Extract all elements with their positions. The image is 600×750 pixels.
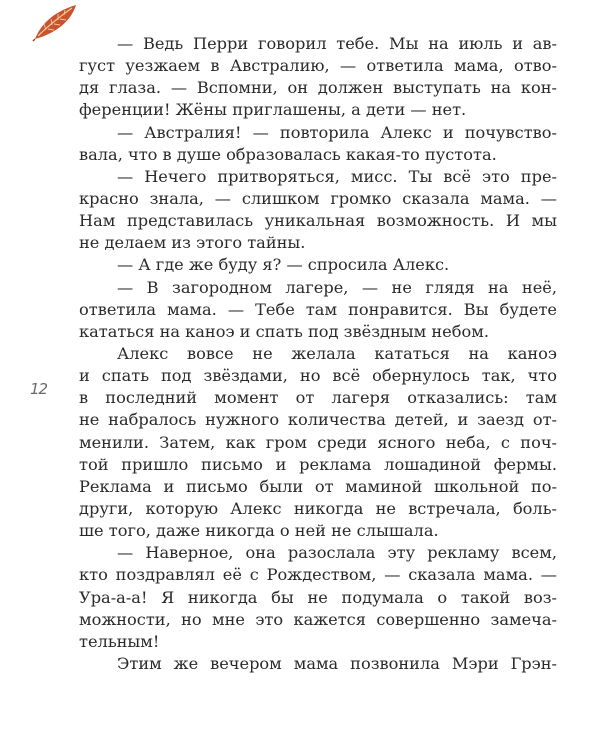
text-line: менили. Затем, как гром среди ясного неба, с поч-: [79, 432, 557, 452]
text-line: кататься на каноэ и спать под звёздным небом.: [79, 321, 489, 341]
text-line: — Наверное, она разослала эту рекламу всем,: [117, 543, 557, 563]
text-line: кто поздравлял её с Рождеством, — сказала мама. —: [79, 565, 557, 585]
text-line: Этим же вечером мама позвонила Мэри Грэн-: [117, 653, 557, 673]
leaf-icon: [32, 2, 80, 42]
text-line: други, которую Алекс никогда не встречала, боль-: [79, 498, 557, 518]
body-text: [79, 33, 557, 675]
page-number: 12: [30, 380, 48, 398]
text-line: — Австралия! — повторила Алекс и почувство-: [117, 122, 557, 142]
text-line: можности, но мне это кажется совершенно замеча-: [79, 609, 557, 629]
text-line: — Ведь Перри говорил тебе. Мы на июль и ав-: [117, 34, 557, 53]
text-line: Нам представилась уникальная возможность. И мы: [79, 211, 557, 231]
text-line: не набралось нужного количества детей, и заезд от-: [79, 410, 557, 430]
text-line: в последний момент от лагеря отказались: там: [79, 388, 557, 408]
text-line: вала, что в душе образовалась какая-то пустота.: [79, 144, 497, 164]
text-line: Ура-а-а! Я никогда бы не подумала о такой воз-: [79, 587, 557, 607]
text-line: Алекс вовсе не желала кататься на каноэ: [117, 343, 557, 363]
text-line: Реклама и письмо были от маминой школьной по-: [79, 476, 557, 496]
text-line: ференции! Жёны приглашены, а дети — нет.: [79, 100, 467, 120]
text-line: — Нечего притворяться, мисс. Ты всё это пре-: [117, 166, 557, 186]
text-line: не делаем из этого тайны.: [79, 233, 306, 253]
text-line: и спать под звёздами, но всё обернулось так, что: [79, 366, 557, 386]
text-line: густ уезжаем в Австралию, — ответила мама, отво-: [79, 56, 557, 76]
text-line: тельным!: [79, 631, 160, 651]
text-line: ответила мама. — Тебе там понравится. Вы будете: [79, 299, 557, 319]
text-line: той пришло письмо и реклама лошадиной фермы.: [79, 454, 557, 474]
text-line: красно знала, — слишком громко сказала мама. —: [79, 188, 557, 208]
text-line: ше того, даже никогда о ней не слышала.: [79, 521, 439, 541]
text-line: — А где же буду я? — спросила Алекс.: [117, 255, 450, 275]
text-line: — В загородном лагере, — не глядя на неё,: [117, 277, 557, 297]
text-line: дя глаза. — Вспомни, он должен выступать на кон-: [79, 78, 557, 98]
